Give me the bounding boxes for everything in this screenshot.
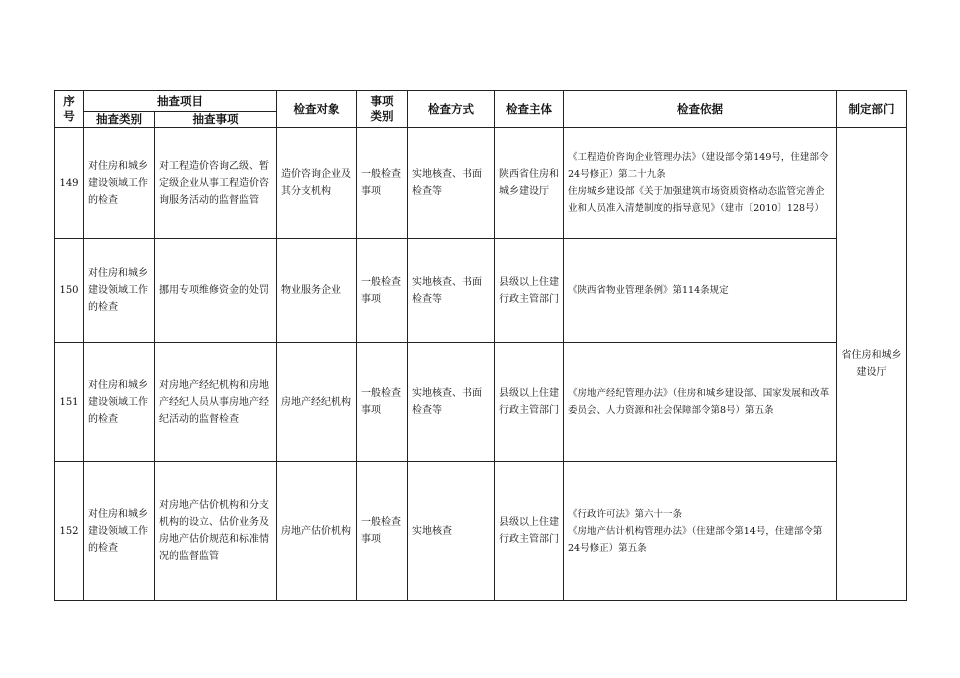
row-seq: 149 (55, 128, 84, 239)
row-seq: 152 (55, 462, 84, 601)
row-type: 一般检查事项 (357, 462, 408, 601)
header-subject: 检查主体 (495, 91, 564, 128)
table-row (55, 343, 907, 462)
row-subject: 陕西省住房和城乡建设厅 (495, 128, 564, 239)
header-item-group: 抽查项目 (84, 91, 277, 112)
row-matter: 对工程造价咨询乙级、暂定级企业从事工程造价咨询服务活动的监督监管 (155, 128, 277, 239)
row-matter: 对房地产经纪机构和房地产经纪人员从事房地产经纪活动的监督检查 (155, 343, 277, 462)
header-seq: 序号 (55, 91, 84, 128)
inspection-table (54, 90, 907, 601)
row-category: 对住房和城乡建设领域工作的检查 (84, 343, 155, 462)
row-basis: 《工程造价咨询企业管理办法》（建设部令第149号，住建部令24号修正）第二十九条 住房城乡建设部《关于加强建筑市场资质资格动态监管完善企业和人员准入清楚制度的指导意见》（建市〔2010〕128号） (564, 128, 837, 239)
row-type: 一般检查事项 (357, 239, 408, 343)
header-matter: 抽查事项 (155, 112, 277, 128)
row-category: 对住房和城乡建设领域工作的检查 (84, 239, 155, 343)
row-target: 房地产经纪机构 (277, 343, 357, 462)
row-basis: 《房地产经纪管理办法》（住房和城乡建设部、国家发展和改革委员会、人力资源和社会保障部令第8号）第五条 (564, 343, 837, 462)
row-subject: 县级以上住建行政主管部门 (495, 239, 564, 343)
row-target: 物业服务企业 (277, 239, 357, 343)
row-seq: 151 (55, 343, 84, 462)
row-type: 一般检查事项 (357, 128, 408, 239)
header-dept: 制定部门 (837, 91, 907, 128)
table-row (55, 128, 907, 239)
header-basis: 检查依据 (564, 91, 837, 128)
row-basis: 《行政许可法》第六十一条 《房地产估计机构管理办法》（住建部令第14号，住建部令第24号修正）第五条 (564, 462, 837, 601)
header-row-1 (55, 91, 907, 112)
row-target: 房地产估价机构 (277, 462, 357, 601)
row-seq: 150 (55, 239, 84, 343)
row-target: 造价咨询企业及其分支机构 (277, 128, 357, 239)
table-row (55, 462, 907, 601)
table-row (55, 239, 907, 343)
row-matter: 对房地产估价机构和分支机构的设立、估价业务及房地产估价规范和标准情况的监督监管 (155, 462, 277, 601)
header-type: 事项类别 (357, 91, 408, 128)
row-basis: 《陕西省物业管理条例》第114条规定 (564, 239, 837, 343)
row-type: 一般检查事项 (357, 343, 408, 462)
row-category: 对住房和城乡建设领域工作的检查 (84, 128, 155, 239)
row-method: 实地核查、书面检查等 (408, 128, 495, 239)
row-method: 实地核查、书面检查等 (408, 239, 495, 343)
header-target: 检查对象 (277, 91, 357, 128)
row-category: 对住房和城乡建设领域工作的检查 (84, 462, 155, 601)
row-method: 实地核查 (408, 462, 495, 601)
row-matter: 挪用专项维修资金的处罚 (155, 239, 277, 343)
row-method: 实地核查、书面检查等 (408, 343, 495, 462)
header-method: 检查方式 (408, 91, 495, 128)
row-subject: 县级以上住建行政主管部门 (495, 343, 564, 462)
row-subject: 县级以上住建行政主管部门 (495, 462, 564, 601)
header-category: 抽查类别 (84, 112, 155, 128)
dept-merged-cell: 省住房和城乡建设厅 (837, 128, 907, 601)
